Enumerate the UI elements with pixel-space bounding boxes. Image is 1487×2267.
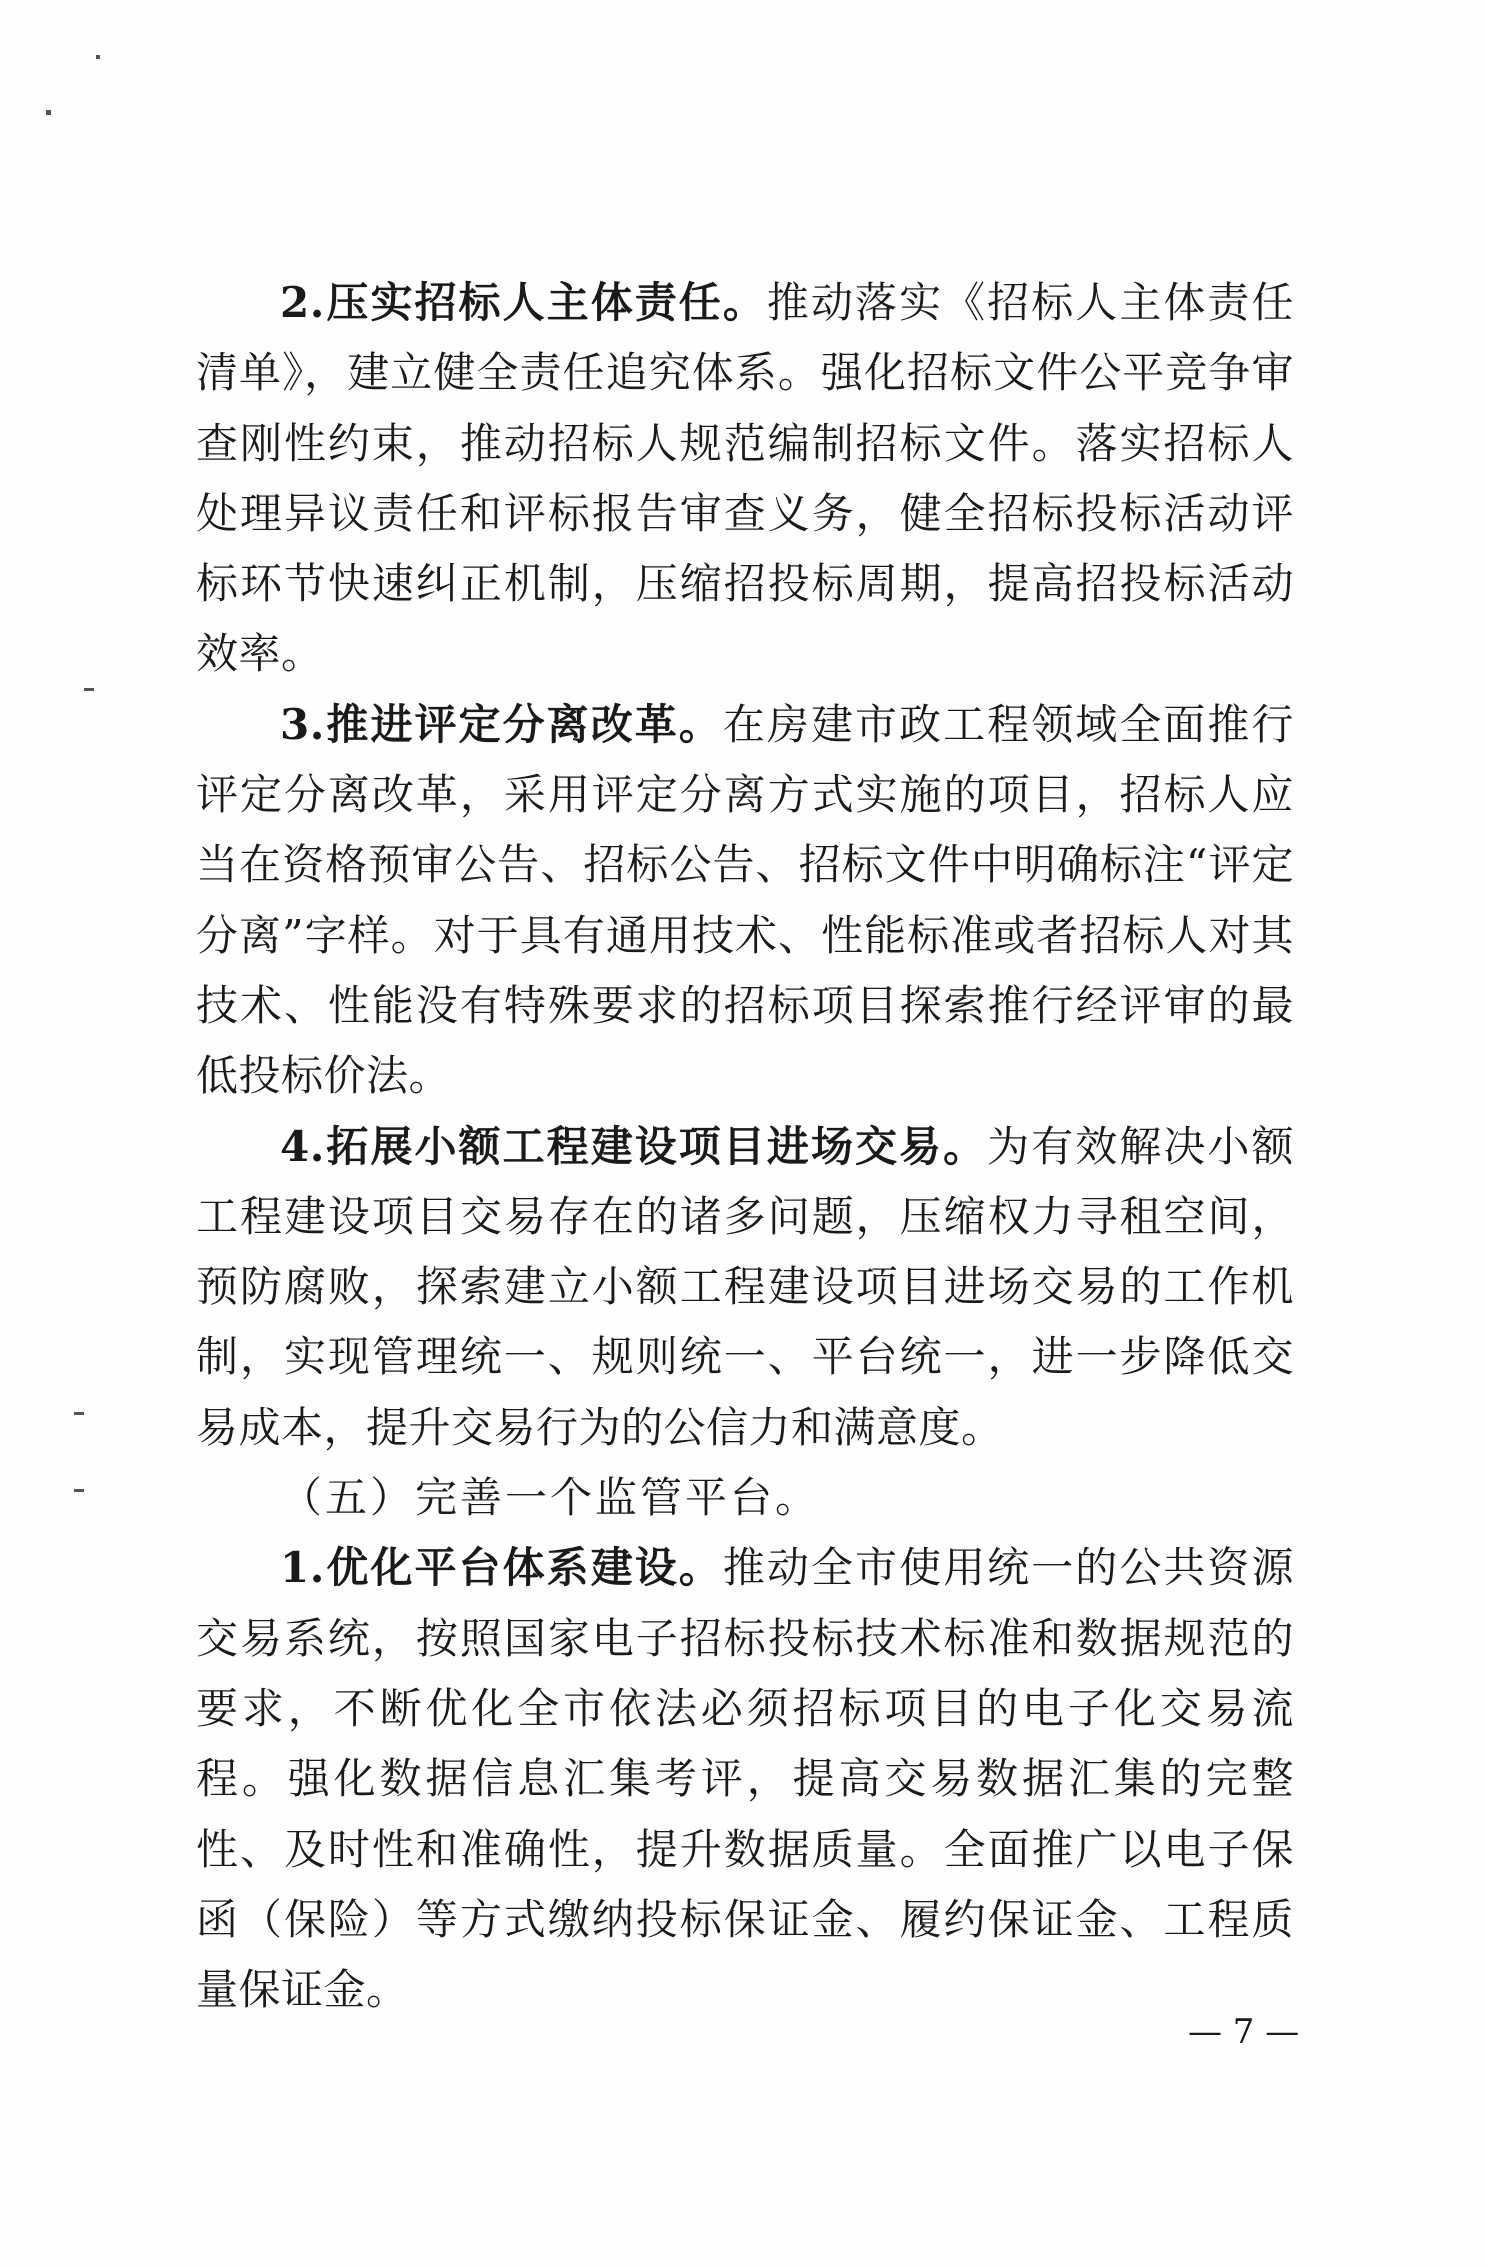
paragraph-4 — [196, 1112, 1294, 1463]
paragraph-2 — [196, 268, 1294, 690]
body-text — [196, 268, 1294, 2025]
paragraph-body: 为有效解决小额工程建设项目交易存在的诸多问题，压缩权力寻租空间，预防腐败，探索建立小额工程建设项目进场交易的工作机制，实现管理统一、规则统一、平台统一，进一步降低交易成本，提升交易行为的公信力和满意度。 — [196, 1121, 1294, 1452]
paragraph-body: 推动落实《招标人主体责任清单》，建立健全责任追究体系。强化招标文件公平竞争审查刚性约束，推动招标人规范编制招标文件。落实招标人处理异议责任和评标报告审查义务，健全招标投标活动评标环节快速纠正机制，压缩招投标周期，提高招投标活动效率。 — [196, 278, 1294, 679]
paragraph-3 — [196, 690, 1294, 1112]
scan-speck — [46, 110, 51, 115]
paragraph-1 — [196, 1533, 1294, 2025]
page-number: — 7 — — [1188, 2012, 1300, 2052]
paragraph-lead: 1.优化平台体系建设。 — [280, 1543, 723, 1593]
paragraph-lead: 3.推进评定分离改革。 — [280, 699, 723, 749]
scan-mark — [74, 1412, 84, 1415]
scan-speck — [96, 55, 100, 59]
paragraph-body: 推动全市使用统一的公共资源交易系统，按照国家电子招标投标技术标准和数据规范的要求，不断优化全市依法必须招标项目的电子化交易流程。强化数据信息汇集考评，提高交易数据汇集的完整性、及时性和准确性，提升数据质量。全面推广以电子保函（保险）等方式缴纳投标保证金、履约保证金、工程质量保证金。 — [196, 1543, 1294, 2015]
paragraph-lead: 4.拓展小额工程建设项目进场交易。 — [280, 1121, 988, 1171]
paragraph-lead: 2.压实招标人主体责任。 — [280, 278, 767, 327]
scan-mark — [74, 1489, 84, 1492]
scan-mark — [84, 688, 94, 691]
paragraph-body: 在房建市政工程领域全面推行评定分离改革，采用评定分离方式实施的项目，招标人应当在资格预审公告、招标公告、招标文件中明确标注“评定分离”字样。对于具有通用技术、性能标准或者招标人对其技术、性能没有特殊要求的招标项目探索推行经评审的最低投标价法。 — [196, 699, 1294, 1101]
section-heading: （五）完善一个监管平台。 — [280, 1473, 821, 1523]
